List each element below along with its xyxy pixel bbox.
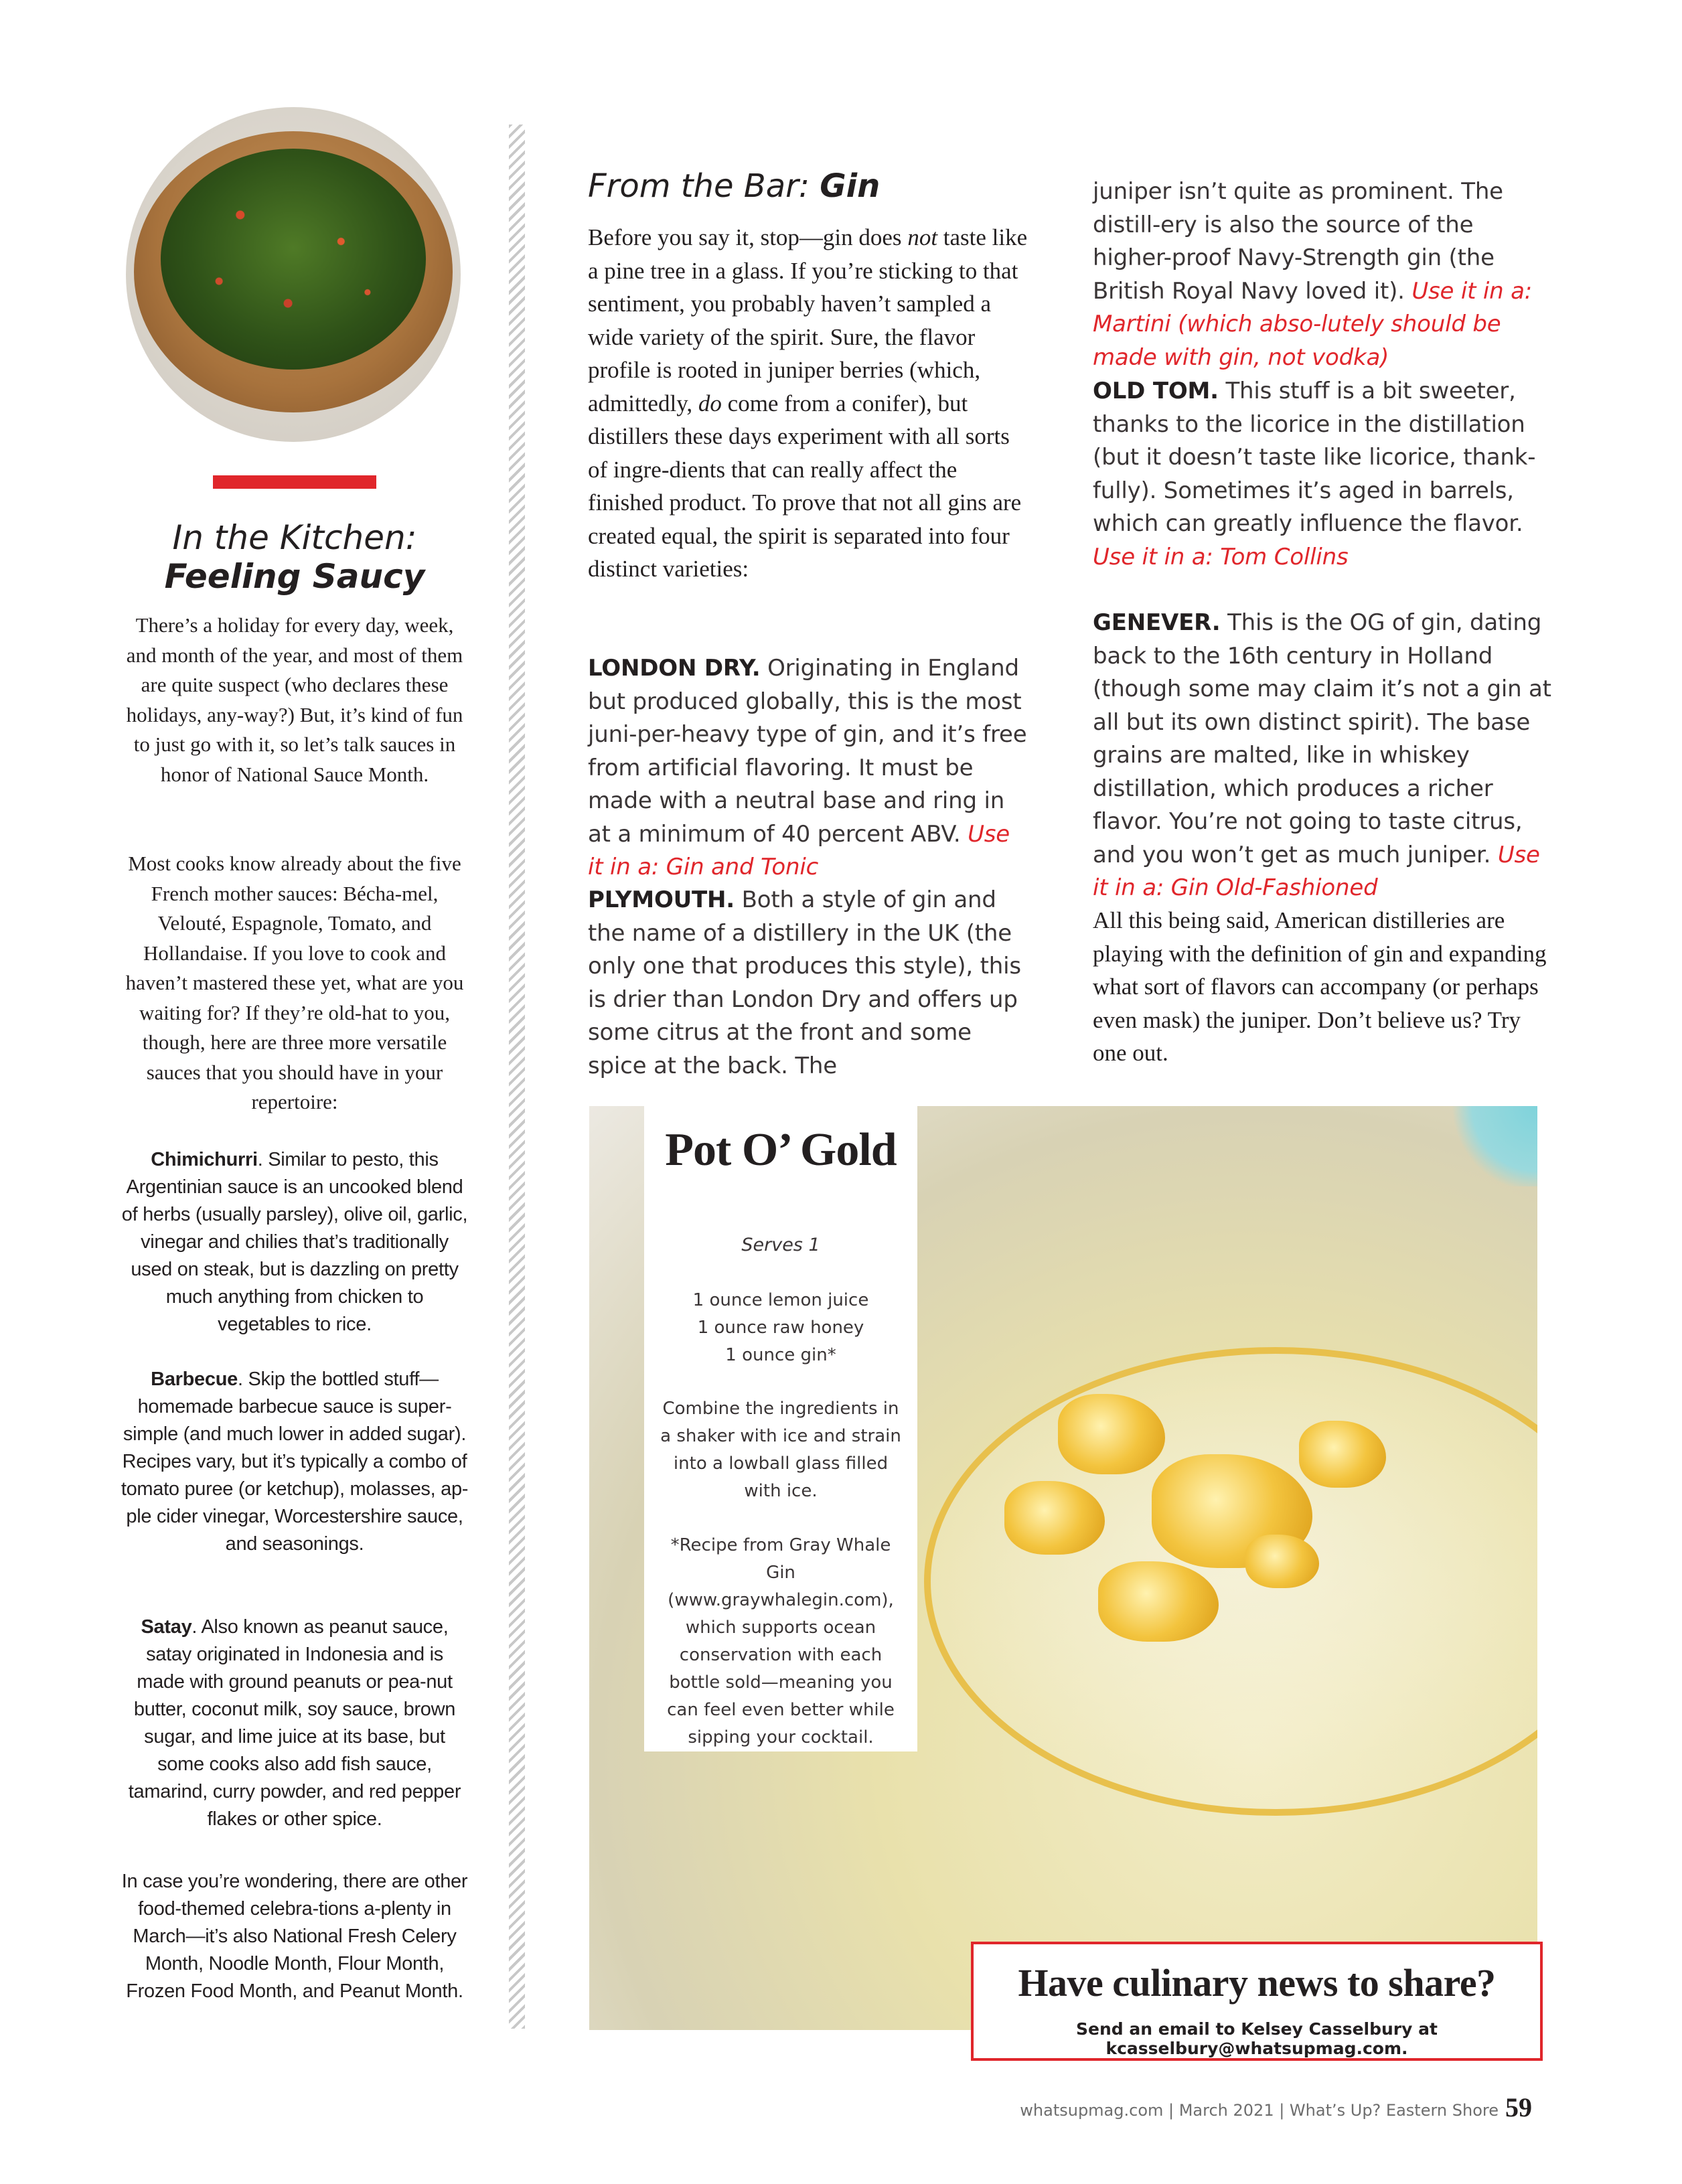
callout-title: Have culinary news to share? (1018, 1961, 1496, 2005)
variety-old-tom (1093, 375, 1555, 574)
sauce-barbecue (121, 1366, 469, 1558)
sauce-chimichurri (121, 1146, 469, 1338)
page-footer: whatsupmag.com | March 2021 | What’s Up? Eastern Shore (1020, 2101, 1499, 2120)
sauce-text: . Similar to pesto, this Argentinian sauce is an uncooked blend of herbs (usually parsley), olive oil, garlic, vinegar and chilies that’s traditionally used on steak, but is dazzling on pretty much anything from chicken to vegetables to rice. (121, 1149, 468, 1335)
teal-background (1450, 1106, 1537, 1186)
recipe-method: Combine the ingredients in a shaker with ice and strain into a lowball glass filled with ice. (660, 1399, 901, 1501)
bar-closing: All this being said, American distilleries are playing with the definition of gin and expanding what sort of flavors can accompany (or perhaps even mask) the juniper. Don’t believe us? Try one out. (1093, 907, 1547, 1066)
recipe-note: *Recipe from Gray Whale Gin (www.graywhalegin.com), which supports ocean conservation with each bottle sold—meaning you can feel even better while sipping your cocktail. (667, 1535, 895, 1747)
recipe-title: Pot O’ Gold (665, 1124, 897, 1176)
recipe-ingredients (658, 1287, 904, 1369)
variety-text: juniper isn’t quite as prominent. The distill-ery is also the source of the higher-proof Navy-Strength gin (the British Royal Navy loved it). (1093, 178, 1503, 305)
kitchen-kicker: In the Kitchen: (172, 518, 417, 557)
bar-intro (588, 221, 1030, 586)
kitchen-title: Feeling Saucy (164, 557, 425, 596)
variety-use: Use it in a: Gin Old-Fashioned (1093, 841, 1540, 901)
variety-text: Originating in England but produced globally, this is the most juni-per-heavy type of gin, and it’s free from artificial flavoring. It must be made with a neutral base and ring in at a minimum of 40 percent ABV. (588, 655, 1027, 848)
variety-name: PLYMOUTH. (588, 886, 735, 913)
ingredient-item: 1 ounce lemon juice (692, 1290, 869, 1310)
sauce-name: Chimichurri (151, 1149, 258, 1170)
variety-plymouth (588, 884, 1030, 1083)
section-accent-bar (213, 475, 376, 489)
chimichurri-herbs (161, 149, 426, 370)
page-number: 59 (1505, 2092, 1532, 2122)
bar-kicker-bold: Gin (820, 167, 881, 205)
bar-intro-part2: taste like a pine tree in a glass. If you’re sticking to that sentiment, you probably haven’t sampled a wide variety of the spirit. Sure, the flavor profile is rooted in juniper berries (which, admittedly, (588, 224, 1028, 416)
recipe-serves: Serves 1 (741, 1235, 820, 1255)
variety-name: OLD TOM. (1093, 378, 1219, 404)
bar-intro-part1: Before you say it, stop—gin does (588, 224, 908, 250)
variety-name: LONDON DRY. (588, 655, 761, 682)
culinary-news-callout (971, 1942, 1543, 2061)
variety-text: This stuff is a bit sweeter, thanks to the licorice in the distillation (but it doesn’t taste like licorice, thank-fully). Sometimes it’s aged in barrels, which can greatly influence the flavor. (1093, 378, 1536, 537)
bar-intro-emphasis-2: do (698, 390, 722, 416)
ingredient-item: 1 ounce gin* (725, 1345, 836, 1365)
variety-use: Use it in a: Tom Collins (1093, 543, 1349, 570)
column-divider (509, 125, 525, 2029)
sauce-text: . Also known as peanut sauce, satay originated in Indonesia and is made with ground peanuts or pea-nut butter, coconut milk, soy sauce, brown sugar, and lime juice at its base, but some cooks also add fish sauce, tamarind, curry powder, and red pepper flakes or other spice. (128, 1616, 461, 1830)
kitchen-mother-sauces: Most cooks know already about the five French mother sauces: Bécha-mel, Velouté, Espagnole, Tomato, and Hollandaise. If you love to cook and haven’t mastered these yet, what are you waiting for? If they’re old-hat to you, though, here are three more versatile sauces that you should have in your repertoire: (125, 852, 464, 1113)
variety-genever (1093, 607, 1555, 905)
glass-rim (924, 1347, 1537, 1816)
variety-text: Both a style of gin and the name of a distillery in the UK (the only one that produces this style), this is drier than London Dry and offers up some citrus at the front and some spice at the back. The (588, 886, 1021, 1079)
variety-plymouth-continued (1093, 175, 1555, 374)
sauce-satay (121, 1614, 469, 1833)
sauce-name: Satay (141, 1616, 192, 1638)
bar-kicker-text: From the Bar: (588, 167, 820, 205)
sauce-name: Barbecue (151, 1369, 238, 1390)
variety-text: This is the OG of gin, dating back to the 16th century in Holland (though some may claim it’s not a gin at all but its own distinct spirit). The base grains are malted, like in whiskey distillation, which produces a richer flavor. You’re not going to taste citrus, and you won’t get as much juniper. (1093, 609, 1551, 868)
ingredient-item: 1 ounce raw honey (697, 1318, 864, 1338)
variety-use: Use it in a: Gin and Tonic (588, 820, 1010, 880)
kitchen-intro: There’s a holiday for every day, week, and month of the year, and most of them are quite suspect (who declares these holidays, any-way?) But, it’s kind of fun to just go with it, so let’s talk sauces in honor of National Sauce Month. (126, 613, 463, 786)
sauce-text: . Skip the bottled stuff—homemade barbecue sauce is super-simple (and much lower in added sugar). Recipes vary, but it’s typically a combo of tomato puree (or ketchup), molasses, ap-ple cider vinegar, Worcestershire sauce, and seasonings. (121, 1369, 469, 1555)
bar-kicker (588, 167, 880, 205)
variety-use: Use it in a: Martini (which abso-lutely should be made with gin, not vodka) (1093, 277, 1532, 371)
chimichurri-photo (126, 107, 461, 442)
bar-intro-emphasis: not (907, 224, 938, 250)
kitchen-closing: In case you’re wondering, there are other food-themed celebra-tions a-plenty in March—it’s also National Fresh Celery Month, Noodle Month, Flour Month, Frozen Food Month, and Peanut Month. (121, 1871, 468, 2002)
recipe-card (644, 1106, 917, 1751)
bar-intro-part3: come from a conifer), but distillers these days experiment with all sorts of ingre-dients that can really affect the finished product. To prove that not all gins are created equal, the spirit is separated into four distinct varieties: (588, 390, 1022, 582)
variety-name: GENEVER. (1093, 609, 1221, 636)
callout-text: Send an email to Kelsey Casselbury at kcasselbury@whatsupmag.com. (1076, 2019, 1438, 2058)
variety-london-dry (588, 652, 1030, 884)
